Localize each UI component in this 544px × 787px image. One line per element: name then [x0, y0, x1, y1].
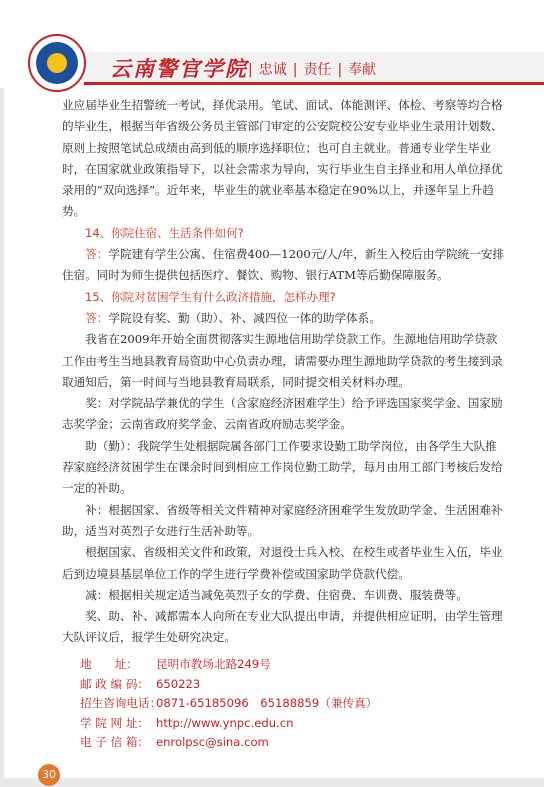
postcode-row — [80, 675, 480, 695]
paragraph: 奖：对学院品学兼优的学生（含家庭经济困难学生）给予评选国家奖学金、国家励志奖学金；云南省政府奖学金、云南省政府励志奖学金。 — [62, 396, 503, 432]
website-row — [80, 714, 480, 734]
body-text — [62, 95, 508, 649]
paragraph: 助（勤）：我院学生处根据院属各部门工作要求设勤工助学岗位，由各学生大队推荐家庭经济贫困学生在课余时间到相应工作岗位勤工助学，每月由用工部门考核后发给一定的补助。 — [62, 438, 503, 496]
paragraph: 奖、助、补、减都需本人向所在专业大队提出申请，并提供相应证明，由学生管理大队评议后，报学生处研究决定。 — [62, 609, 503, 645]
answer-15 — [62, 308, 508, 329]
answer-label: 答： — [85, 247, 109, 262]
answer-14 — [62, 244, 508, 287]
logo-emblem — [36, 42, 78, 84]
motto-item: 忠诚 — [258, 62, 287, 78]
page-footer-bar — [0, 778, 544, 787]
question-15: 15、你院对贫困学生有什么政济措施，怎样办理? — [85, 289, 336, 304]
paragraph: 减：根据相关规定适当减免英烈子女的学费、住宿费、车训费、服装费等。 — [85, 587, 468, 602]
page-number: 30 — [38, 764, 60, 786]
paragraph: 业应届毕业生招警统一考试，择优录用。笔试、面试、体能测评、体检、考察等均合格的毕业生，根据当年省级公务员主管部门审定的公安院校公安专业毕业生录用计划数、原则上按照笔试总成绩由高到低的顺序选择职位；也可自主就业。普通专业学生毕业时，在国家就业政策指导下，以社会需求为导向，实行毕业生自主择业和用人单位择优录用的“双向选择”。近年来，毕业生的就业率基本稳定在90%以上，并逐年呈上升趋势。 — [62, 98, 503, 219]
address-row — [80, 655, 480, 675]
motto-item: 奉献 — [348, 62, 377, 78]
phone-label: 招生咨询电话： — [80, 696, 162, 711]
answer-text: 学院建有学生公寓、住宿费400—1200元/人/年，新生入校后由学院统一安排住宿。同时为师生提供包括医疗、餐饮、购物、银行ATM等后勤保障服务。 — [62, 247, 505, 283]
paragraph: 根据国家、省级相关文件和政策，对退役士兵入校、在校生或者毕业生入伍，毕业后到边境县基层单位工作的学生进行学费补偿或国家助学贷款代偿。 — [62, 545, 503, 581]
paragraph: 我省在2009年开始全面贯彻落实生源地信用助学贷款工作。生源地信用助学贷款工作由考生当地县教育局资助中心负责办理，请需要办理生源地助学贷款的考生接到录取通知后，第一时间与当地县教育局联系，同时提交相关材料办理。 — [62, 332, 503, 389]
school-motto: | 忠诚 | 责任 | 奉献 — [248, 62, 377, 78]
website-label: 学 院 网 址： — [80, 715, 150, 730]
question-14: 14、你院住宿、生活条件如何? — [85, 225, 244, 240]
left-margin-rule — [0, 88, 4, 787]
motto-item: 责任 — [303, 62, 332, 78]
website-link[interactable]: http://www.ynpc.edu.cn — [156, 715, 294, 730]
postcode-value: 650223 — [156, 676, 201, 691]
school-name: 云南警官学院 — [110, 56, 248, 81]
address-label: 地 址： — [80, 657, 138, 671]
phone-value: 0871-65185096 65188859（兼传真） — [156, 696, 378, 711]
school-logo-icon — [28, 34, 86, 92]
email-link[interactable]: enrolpsc@sina.com — [156, 735, 269, 750]
answer-text: 学院设有奖、勤（助）、补、减四位一体的助学体系。 — [108, 310, 381, 325]
answer-label: 答： — [85, 310, 109, 325]
contact-info — [80, 655, 480, 753]
email-row — [80, 733, 480, 753]
paragraph: 补：根据国家、省级等相关文件精神对家庭经济困难学生发放助学金、生活困难补助，适当对英烈子女进行生活补助等。 — [62, 502, 503, 538]
address-value: 昆明市教场北路249号 — [156, 657, 271, 671]
postcode-label: 邮 政 编 码： — [80, 676, 150, 691]
phone-row — [80, 694, 480, 714]
email-label: 电 子 信 箱： — [80, 735, 150, 750]
